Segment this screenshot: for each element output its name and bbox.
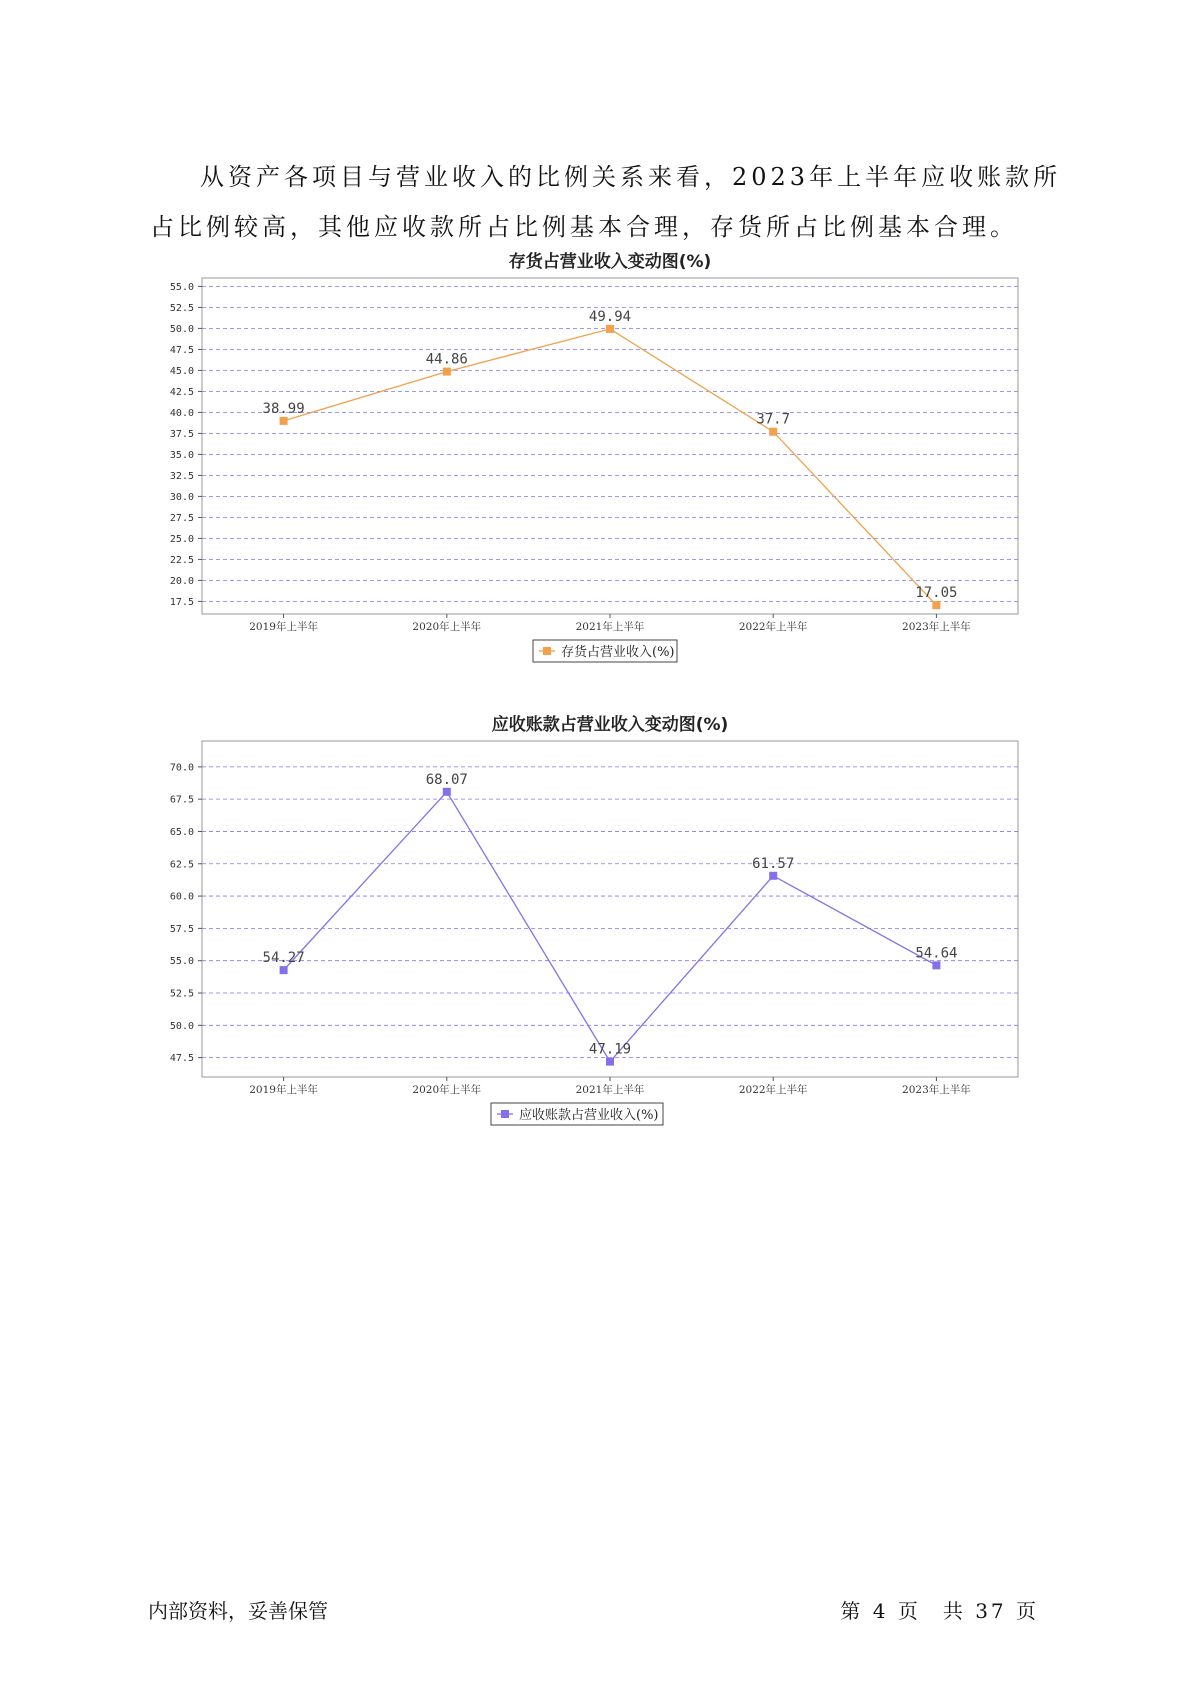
page-suffix: 页: [897, 1599, 921, 1623]
data-label: 47.19: [588, 1041, 632, 1058]
data-point: [443, 368, 451, 376]
y-tick-label: 25.0: [169, 533, 194, 545]
x-tick-label: 2021年上半年: [575, 621, 645, 633]
data-point: [932, 601, 940, 609]
data-label: 38.99: [262, 400, 305, 417]
page-number: 4: [872, 1599, 889, 1623]
data-label: 37.7: [756, 411, 791, 428]
y-tick-label: 55.0: [169, 956, 194, 968]
x-tick-label: 2020年上半年: [412, 1084, 482, 1096]
total-pages: 37: [975, 1599, 1007, 1623]
data-point: [443, 788, 451, 796]
x-tick-label: 2019年上半年: [249, 621, 318, 633]
receivables-ratio-chart: [150, 708, 1030, 1128]
x-tick-label: 2023年上半年: [902, 1084, 971, 1096]
y-tick-label: 52.5: [169, 988, 194, 1000]
x-tick-label: 2020年上半年: [412, 621, 482, 633]
y-tick-label: 57.5: [169, 923, 194, 935]
y-tick-label: 35.0: [169, 449, 194, 461]
data-point: [769, 872, 777, 880]
data-point: [280, 966, 288, 974]
legend-marker: [543, 647, 551, 655]
legend-label: 应收账款占营业收入(%): [519, 1108, 659, 1123]
x-tick-label: 2023年上半年: [902, 621, 971, 633]
y-tick-label: 40.0: [169, 407, 194, 419]
y-tick-label: 47.5: [169, 1053, 194, 1065]
y-tick-label: 52.5: [169, 302, 194, 314]
y-tick-label: 17.5: [169, 596, 194, 608]
y-tick-label: 22.5: [169, 554, 194, 566]
y-tick-label: 32.5: [169, 470, 194, 482]
y-tick-label: 60.0: [169, 891, 194, 903]
chart-svg: [150, 708, 1030, 1128]
x-tick-label: 2022年上半年: [738, 621, 808, 633]
data-label: 44.86: [425, 351, 468, 368]
y-tick-label: 42.5: [169, 386, 194, 398]
data-point: [280, 417, 288, 425]
y-tick-label: 50.0: [169, 323, 194, 335]
chart-title: 存货占营业收入变动图(%): [508, 252, 712, 272]
y-tick-label: 47.5: [169, 344, 194, 356]
y-tick-label: 55.0: [169, 281, 194, 293]
y-tick-label: 65.0: [169, 826, 194, 838]
data-point: [606, 325, 614, 333]
data-point: [769, 428, 777, 436]
y-tick-label: 50.0: [169, 1020, 194, 1032]
plot-area: [202, 741, 1018, 1077]
y-tick-label: 30.0: [169, 491, 194, 503]
legend-marker: [501, 1110, 509, 1118]
y-tick-label: 62.5: [169, 859, 194, 871]
x-tick-label: 2022年上半年: [738, 1084, 808, 1096]
y-tick-label: 67.5: [169, 794, 194, 806]
data-label: 17.05: [915, 585, 958, 602]
paragraph-line-1: 从资产各项目与营业收入的比例关系来看，2023年上半年应收账款所: [200, 163, 1062, 191]
y-tick-label: 20.0: [169, 575, 194, 587]
data-label: 54.27: [262, 950, 305, 967]
y-tick-label: 27.5: [169, 512, 194, 524]
legend-label: 存货占营业收入(%): [561, 645, 675, 660]
data-point: [606, 1058, 614, 1066]
analysis-paragraph: [150, 152, 1062, 252]
chart-title: 应收账款占营业收入变动图(%): [491, 715, 729, 735]
data-label: 54.64: [915, 945, 958, 962]
footer-confidential-note: 内部资料，妥善保管: [148, 1599, 328, 1623]
total-suffix: 页: [1016, 1599, 1039, 1623]
inventory-ratio-chart: [150, 245, 1030, 665]
data-label: 68.07: [425, 771, 468, 788]
footer-page-info: [840, 1595, 1039, 1624]
x-tick-label: 2019年上半年: [249, 1084, 318, 1096]
data-point: [932, 961, 940, 969]
data-label: 49.94: [588, 308, 632, 325]
paragraph-line-2: 占比例较高，其他应收款所占比例基本合理，存货所占比例基本合理。: [150, 213, 1018, 241]
data-label: 61.57: [752, 855, 795, 872]
page-prefix: 第: [840, 1599, 864, 1623]
y-tick-label: 37.5: [169, 428, 194, 440]
total-prefix: 共: [942, 1599, 966, 1623]
x-tick-label: 2021年上半年: [575, 1084, 645, 1096]
chart-svg: [150, 245, 1030, 665]
y-tick-label: 70.0: [169, 762, 194, 774]
y-tick-label: 45.0: [169, 365, 194, 377]
